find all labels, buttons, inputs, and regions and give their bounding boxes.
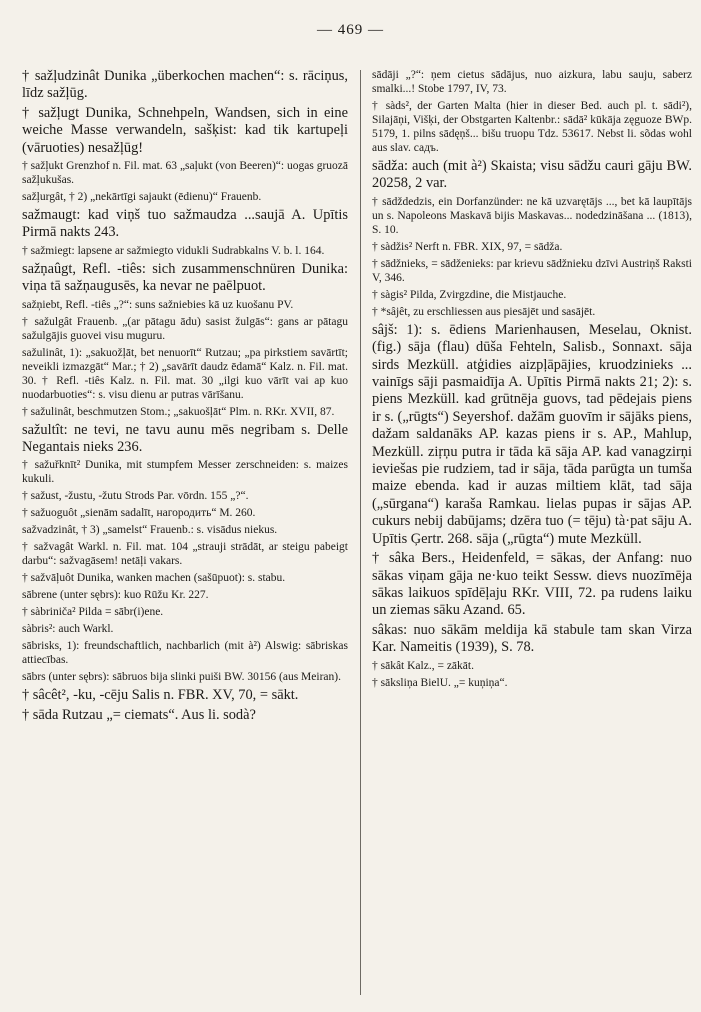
dictionary-entry: † sàdžis² Nerft n. FBR. XIX, 97, = sādža. [372,240,563,253]
dictionary-entry: † sàds², der Garten Malta (hier in dieser Bed. auch pl. t. sādi²), Silajāņi, Višķi, der Obstgarten Kaltenbr.: sādā² kūkāja zęguoze BWp. 5179, 1. pilns sādęņš... bišu truopu Tdz. 53617. Nebst li. sõdas wohl aus slav. садъ. [372,100,692,154]
dictionary-entry: † sažļudzinât Dunika „überkochen machen“: s. rāciņus, līdz sažļūg. [22,68,348,102]
dictionary-entry: † sažvāļuôt Dunika, wanken machen (sašūpuot): s. stabu. [22,572,286,585]
dictionary-entry: † sâcêt², -ku, -cēju Salis n. FBR. XV, 70, = sākt. [22,687,299,704]
page-number: — 469 — [317,22,384,38]
dictionary-entry: † sažulinât, beschmutzen Stom.; „sakuošļāt“ Plm. n. RKr. XVII, 87. [22,405,335,418]
dictionary-entry: † sādžnieks, = sādženieks: par krievu sādžnieku dzīvi Austriņš Raksti V, 346. [372,257,692,284]
dictionary-entry: sābrs (unter sębrs): sābruos bija slinki puiši BW. 30156 (aus Meiran). [22,671,341,684]
column-divider [360,70,361,995]
dictionary-entry: † sàgis² Pilda, Zvirgzdine, die Mistjauche. [372,288,567,301]
dictionary-entry: † sâka Bers., Heidenfeld, = sākas, der Anfang: nuo sākas viņam gāja ne·kuo teikt Sessw. dievs nuozīmēja sākas laikuos spīdēļaju RKr. VIII, 72. pa rudens laiku un ziemas sāku Azand. 65. [372,550,692,619]
dictionary-entry: † sažuřknīt² Dunika, mit stumpfem Messer zerschneiden: s. maizes kukuli. [22,459,348,486]
left-column [22,68,348,998]
dictionary-entry: sādža: auch (mit à²) Skaista; visu sādžu cauri gāju BW. 20258, 2 var. [372,158,692,192]
dictionary-entry: † sāksliņa BielU. „= kuņiņa“. [372,676,508,689]
dictionary-entry: sažmaugt: kad viņš tuo sažmaudza ...saujā A. Upītis Pirmā nakts 243. [22,207,348,241]
dictionary-entry: sâjš: 1): s. ēdiens Marienhausen, Meselau, Oknist. (fig.) sāja (flau) dūša Fehteln, Salisb., Sonnaxt. sāja sirds Mezküll. atģidies aizpļāpājies, kruodzinieks ... vainīgs sāji pasmaidīja A. Upītis Pirmā nakts 21; 2): s. piens Mezküll. kad grūtnēja guovs, tad pēdejais piens ir s. („rūgts“) Seyershof. dažām guovīm ir sājāks piens, dažam saldanāks AP. kazas piens ir s. AP., Mahlup, Mezküll. ziŗņu putra ir tāda kā sāja AP. kad vanagzirņi ieviešas pie rudziem, tad ir sāja, tāda parūgta un tumša maize ebenda. kad ir auzas miltiem klāt, tad sāja („sūrgana“) karaša Ramkau. lielas pupas ir sājas AP. cukurs nebij dabūjams; dzēra tuo (= tēju) tà·pat sāju A. Upītis Ģertr. 268. sāja („rūgta“) mute Mezküll. [372,321,692,547]
dictionary-entry: sàbris²: auch Warkl. [22,623,114,636]
dictionary-entry: sābrisks, 1): freundschaftlich, nachbarlich (mit à²) Alswig: sābriskas attiecības. [22,640,348,667]
right-column [372,68,692,998]
dictionary-entry: sažļurgât, † 2) „nekārtīgi sajaukt (ēdienu)“ Frauenb. [22,191,262,204]
dictionary-entry: sažņiebt, Refl. -tiês „?“: suns sažniebies kā uz kuošanu PV. [22,298,294,311]
dictionary-entry: sažulinât, 1): „sakuožļāt, bet nenuorīt“ Rutzau; „pa pirkstiem savārtīt; neveikli izmazgāt“ Mar.; † 2) „savārīt daudz ēdamā“ Kalz. n. Fil. mat. 30. † Refl. -tiês Kalz. n. Fil. mat. 30 „ilgi kuo vārīt vai ap kuo nuodarbuoties“: s. visu dienu ar putras vārīšanu. [22,346,348,401]
dictionary-entry: † sažust, -žustu, -žutu Strods Par. vōrdn. 155 „?“. [22,490,249,503]
dictionary-entry: sâkas: nuo sākām meldija kā stabule tam skan Virza Kar. Nameitis (1939), S. 78. [372,621,692,656]
dictionary-entry: sažultît: ne tevi, ne tavu aunu mēs negribam s. Delle Negantais nieks 236. [22,421,348,456]
dictionary-entry: sažvadzinât, † 3) „samelst“ Frauenb.: s. visādus niekus. [22,524,278,537]
dictionary-entry: † sàbriniča² Pilda = sābr(i)ene. [22,606,164,619]
dictionary-entry: sādāji „?“: ņem cietus sādājus, nuo aizkura, labu sauju, saberz smalki...! Stobe 1797, IV, 73. [372,69,692,95]
dictionary-entry: sažņaûgt, Refl. -tiês: sich zusammenschnüren Dunika: viņa tā sažņaugusēs, ka nevar ne paēlpuot. [22,260,348,295]
dictionary-entry: † sažmiegt: lapsene ar sažmiegto vidukli Sudrabkalns V. b. l. 164. [22,244,325,257]
dictionary-entry: sābrene (unter sębrs): kuo Rūžu Kr. 227. [22,589,209,602]
dictionary-entry: † sažuoguôt „sienām sadalīt, нагородить“ M. 260. [22,507,256,520]
dictionary-entry: † sādždedzis, ein Dorfanzünder: ne kā uzvarętājs ..., bet kā laupītājs un s. Napoleons Maskavā bijis Maskavas... nodedzināšana ... (1813), S. 10. [372,195,692,236]
dictionary-entry: † sākât Kalz., = zākāt. [372,659,474,672]
dictionary-entry: † sažļukt Grenzhof n. Fil. mat. 63 „saļukt (von Beeren)“: uogas gruozā sažļukušas. [22,160,348,187]
dictionary-entry: † sāda Rutzau „= ciemats“. Aus li. sodà? [22,706,256,723]
dictionary-entry: † sažulgât Frauenb. „(ar pātagu ādu) sasist žulgās“: gans ar pātagu sažulgājis guovei visu muguru. [22,315,348,342]
dictionary-entry: † sažļugt Dunika, Schnehpeln, Wandsen, sich in eine weiche Masse verwandeln, sašķist: kad tik kartupeļi (vāruoties) nesažļūg! [22,104,348,156]
dictionary-entry: † *sâjêt, zu erschliessen aus piesājēt und sasājēt. [372,305,596,318]
dictionary-entry: † sažvagât Warkl. n. Fil. mat. 104 „strauji strādāt, ar steigu pabeigt darbu“: sažvagāsem! netāļi vakars. [22,541,348,568]
